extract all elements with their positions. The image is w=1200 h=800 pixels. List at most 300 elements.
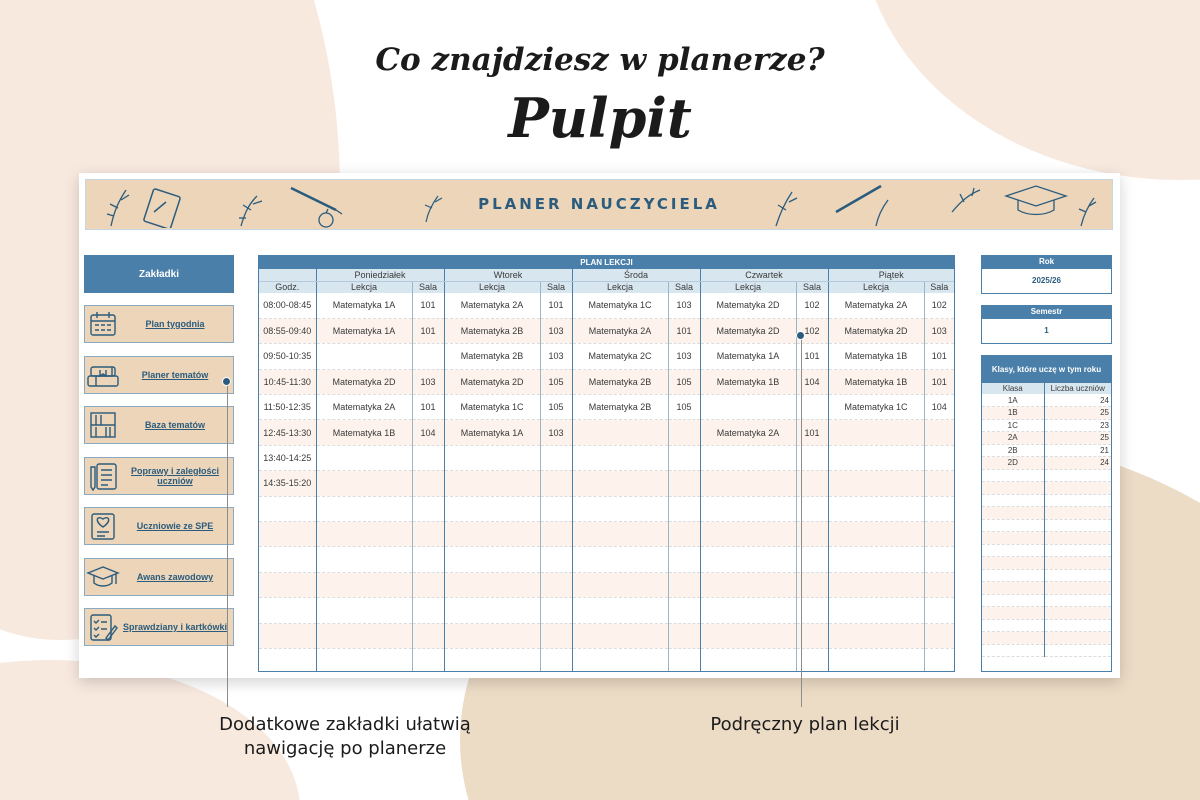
students-count-cell[interactable] — [1044, 619, 1111, 632]
classes-header-row — [982, 383, 1111, 394]
room-cell[interactable] — [924, 623, 954, 648]
lesson-cell[interactable]: Matematyka 1B — [828, 369, 924, 394]
lesson-cell[interactable]: Matematyka 2B — [444, 318, 540, 343]
table-row — [982, 632, 1111, 645]
lesson-cell[interactable] — [572, 496, 668, 521]
room-cell[interactable] — [540, 522, 572, 547]
lesson-cell[interactable]: Matematyka 2A — [572, 318, 668, 343]
room-cell[interactable] — [412, 471, 444, 496]
room-cell[interactable] — [540, 648, 572, 672]
time-cell[interactable] — [259, 623, 316, 648]
lesson-plan — [258, 255, 955, 672]
lesson-cell[interactable]: Matematyka 1A — [316, 293, 412, 318]
room-cell[interactable]: 101 — [412, 395, 444, 420]
day-header: Środa — [572, 269, 700, 281]
table-row — [982, 594, 1111, 607]
table-row — [259, 471, 954, 496]
students-count-cell[interactable] — [1044, 482, 1111, 495]
room-cell[interactable] — [412, 572, 444, 597]
lesson-cell[interactable]: Matematyka 1B — [700, 369, 796, 394]
books-icon — [85, 357, 121, 393]
lesson-cell[interactable] — [316, 522, 412, 547]
table-row — [982, 444, 1111, 457]
calendar-icon — [85, 306, 121, 342]
bookmark-label: Baza tematów — [144, 419, 206, 430]
lesson-cell[interactable] — [572, 420, 668, 445]
lesson-cell[interactable] — [444, 572, 540, 597]
class-cell[interactable]: 2A — [982, 432, 1044, 445]
lesson-cell[interactable]: Matematyka 1A — [700, 344, 796, 369]
table-row — [982, 407, 1111, 420]
room-cell[interactable]: 101 — [412, 318, 444, 343]
class-cell[interactable] — [982, 594, 1044, 607]
lesson-cell[interactable] — [700, 445, 796, 470]
table-row — [259, 395, 954, 420]
room-cell[interactable] — [412, 445, 444, 470]
class-cell[interactable] — [982, 519, 1044, 532]
students-count-cell[interactable]: 24 — [1044, 457, 1111, 470]
table-row — [982, 469, 1111, 482]
callout-dot — [222, 377, 231, 386]
table-row — [259, 623, 954, 648]
heart-document-icon — [85, 508, 121, 544]
students-count-cell[interactable] — [1044, 507, 1111, 520]
room-cell[interactable] — [924, 598, 954, 623]
room-cell[interactable] — [924, 547, 954, 572]
lesson-column-header: Lekcja — [572, 281, 668, 293]
table-row — [982, 507, 1111, 520]
room-cell[interactable] — [924, 522, 954, 547]
room-cell[interactable] — [412, 496, 444, 521]
time-cell[interactable]: 08:55-09:40 — [259, 318, 316, 343]
lesson-cell[interactable] — [700, 395, 796, 420]
students-count-cell[interactable] — [1044, 569, 1111, 582]
room-cell[interactable] — [412, 623, 444, 648]
room-cell[interactable] — [668, 572, 700, 597]
table-row — [259, 318, 954, 343]
time-cell[interactable]: 14:35-15:20 — [259, 471, 316, 496]
lesson-plan-table — [259, 269, 954, 672]
room-cell[interactable]: 101 — [924, 369, 954, 394]
room-cell[interactable] — [924, 572, 954, 597]
caption-line: Dodatkowe zakładki ułatwią — [219, 714, 471, 735]
day-header: Czwartek — [700, 269, 828, 281]
lesson-cell[interactable] — [444, 648, 540, 672]
time-cell[interactable]: 11:50-12:35 — [259, 395, 316, 420]
table-row — [982, 519, 1111, 532]
lesson-cell[interactable] — [444, 547, 540, 572]
bookmark-poprawy[interactable] — [84, 457, 234, 495]
room-cell[interactable]: 103 — [540, 420, 572, 445]
students-column-header: Liczba uczniów — [1044, 383, 1111, 394]
table-row — [982, 457, 1111, 470]
lesson-cell[interactable]: Matematyka 2D — [700, 318, 796, 343]
students-count-cell[interactable] — [1044, 494, 1111, 507]
lesson-cell[interactable]: Matematyka 2B — [572, 369, 668, 394]
class-cell[interactable]: 1C — [982, 419, 1044, 432]
bookmark-uczniowie-spe[interactable] — [84, 507, 234, 545]
room-column-header: Sala — [412, 281, 444, 293]
bookmark-label: Uczniowie ze SPE — [136, 520, 214, 531]
room-cell[interactable] — [668, 445, 700, 470]
room-cell[interactable] — [924, 471, 954, 496]
lesson-cell[interactable] — [444, 623, 540, 648]
lesson-cell[interactable] — [572, 522, 668, 547]
lesson-cell[interactable]: Matematyka 2A — [828, 293, 924, 318]
caption-bookmarks — [170, 713, 520, 762]
table-row — [982, 432, 1111, 445]
callout-dot — [796, 331, 805, 340]
lesson-cell[interactable] — [444, 496, 540, 521]
lesson-cell[interactable]: Matematyka 2A — [444, 293, 540, 318]
lesson-cell[interactable] — [828, 572, 924, 597]
room-cell[interactable] — [924, 496, 954, 521]
bookmark-baza-tematow[interactable] — [84, 406, 234, 444]
time-cell[interactable]: 12:45-13:30 — [259, 420, 316, 445]
class-cell[interactable] — [982, 494, 1044, 507]
lesson-cell[interactable] — [444, 445, 540, 470]
lesson-cell[interactable] — [572, 648, 668, 672]
lesson-cell[interactable] — [316, 598, 412, 623]
room-cell[interactable] — [668, 522, 700, 547]
table-row — [982, 644, 1111, 657]
class-cell[interactable] — [982, 557, 1044, 570]
semester-value[interactable]: 1 — [981, 319, 1112, 344]
class-cell[interactable] — [982, 482, 1044, 495]
table-row — [259, 496, 954, 521]
class-cell[interactable] — [982, 644, 1044, 657]
table-row — [982, 419, 1111, 432]
class-cell[interactable] — [982, 544, 1044, 557]
lesson-column-header: Lekcja — [828, 281, 924, 293]
table-row — [982, 394, 1111, 407]
room-cell[interactable] — [668, 496, 700, 521]
time-header-spacer — [259, 269, 316, 281]
time-cell[interactable] — [259, 648, 316, 672]
table-row — [259, 572, 954, 597]
lesson-cell[interactable] — [572, 547, 668, 572]
time-cell[interactable] — [259, 547, 316, 572]
table-row — [982, 582, 1111, 595]
room-cell[interactable]: 103 — [668, 293, 700, 318]
students-count-cell[interactable] — [1044, 632, 1111, 645]
checklist-icon — [85, 609, 121, 645]
room-cell[interactable]: 103 — [668, 344, 700, 369]
table-row — [982, 569, 1111, 582]
table-row — [982, 532, 1111, 545]
lesson-cell[interactable] — [316, 445, 412, 470]
room-cell[interactable]: 105 — [668, 369, 700, 394]
room-cell[interactable]: 103 — [412, 369, 444, 394]
lesson-cell[interactable] — [828, 445, 924, 470]
lesson-cell[interactable] — [572, 623, 668, 648]
class-cell[interactable] — [982, 582, 1044, 595]
lesson-cell[interactable] — [828, 522, 924, 547]
room-cell[interactable] — [540, 623, 572, 648]
room-column-header: Sala — [796, 281, 828, 293]
day-header: Piątek — [828, 269, 954, 281]
room-cell[interactable] — [924, 420, 954, 445]
lesson-cell[interactable]: Matematyka 2D — [828, 318, 924, 343]
students-count-cell[interactable] — [1044, 557, 1111, 570]
room-cell[interactable]: 102 — [924, 293, 954, 318]
room-cell[interactable]: 102 — [796, 318, 828, 343]
time-cell[interactable]: 09:50-10:35 — [259, 344, 316, 369]
students-count-cell[interactable]: 24 — [1044, 394, 1111, 407]
room-cell[interactable] — [668, 420, 700, 445]
column-header-row — [259, 281, 954, 293]
class-cell[interactable] — [982, 632, 1044, 645]
room-cell[interactable] — [668, 598, 700, 623]
lesson-cell[interactable] — [828, 648, 924, 672]
classes-panel — [981, 355, 1112, 672]
table-row — [259, 522, 954, 547]
room-cell[interactable] — [668, 648, 700, 672]
room-cell[interactable] — [668, 623, 700, 648]
time-header: Godz. — [259, 281, 316, 293]
lesson-cell[interactable] — [444, 471, 540, 496]
lesson-cell[interactable] — [444, 598, 540, 623]
bookmark-sprawdziany[interactable] — [84, 608, 234, 646]
lesson-cell[interactable]: Matematyka 2A — [700, 420, 796, 445]
room-cell[interactable]: 101 — [796, 344, 828, 369]
room-cell[interactable]: 101 — [540, 293, 572, 318]
room-cell[interactable] — [540, 572, 572, 597]
day-header: Poniedziałek — [316, 269, 444, 281]
room-cell[interactable]: 104 — [412, 420, 444, 445]
lesson-cell[interactable]: Matematyka 1C — [444, 395, 540, 420]
room-cell[interactable] — [924, 445, 954, 470]
room-cell[interactable]: 101 — [668, 318, 700, 343]
room-cell[interactable] — [540, 598, 572, 623]
time-cell[interactable] — [259, 598, 316, 623]
room-cell[interactable]: 101 — [796, 420, 828, 445]
lesson-plan-title: PLAN LEKCJI — [259, 256, 954, 269]
lesson-cell[interactable] — [316, 547, 412, 572]
callout-line — [801, 336, 802, 707]
time-cell[interactable] — [259, 522, 316, 547]
day-header-row — [259, 269, 954, 281]
year-value[interactable]: 2025/26 — [981, 269, 1112, 294]
semester-label: Semestr — [981, 305, 1112, 319]
bookmark-label: Sprawdziany i kartkówki — [122, 621, 228, 632]
lesson-cell[interactable]: Matematyka 1C — [828, 395, 924, 420]
lesson-cell[interactable]: Matematyka 1B — [316, 420, 412, 445]
lesson-cell[interactable]: Matematyka 2B — [572, 395, 668, 420]
planner-dashboard — [79, 173, 1120, 678]
bookmark-label: Awans zawodowy — [136, 571, 214, 582]
room-cell[interactable] — [924, 648, 954, 672]
time-cell[interactable] — [259, 496, 316, 521]
room-cell[interactable]: 103 — [924, 318, 954, 343]
table-row — [982, 557, 1111, 570]
lesson-column-header: Lekcja — [316, 281, 412, 293]
table-row — [259, 369, 954, 394]
students-count-cell[interactable] — [1044, 519, 1111, 532]
lesson-cell[interactable] — [316, 572, 412, 597]
students-count-cell[interactable]: 25 — [1044, 432, 1111, 445]
bookmarks-header: Zakładki — [84, 255, 234, 293]
lesson-cell[interactable] — [700, 522, 796, 547]
room-cell[interactable] — [412, 344, 444, 369]
bookshelf-icon — [85, 407, 121, 443]
lesson-cell[interactable] — [700, 547, 796, 572]
class-column-header: Klasa — [982, 383, 1044, 394]
class-cell[interactable] — [982, 607, 1044, 620]
students-count-cell[interactable] — [1044, 532, 1111, 545]
lesson-cell[interactable] — [828, 471, 924, 496]
room-cell[interactable] — [412, 598, 444, 623]
planner-banner — [85, 179, 1113, 230]
lesson-cell[interactable]: Matematyka 2D — [444, 369, 540, 394]
caption-line: nawigację po planerze — [243, 738, 447, 760]
students-count-cell[interactable] — [1044, 582, 1111, 595]
room-column-header: Sala — [924, 281, 954, 293]
students-count-cell[interactable]: 25 — [1044, 407, 1111, 420]
table-row — [982, 482, 1111, 495]
students-count-cell[interactable] — [1044, 594, 1111, 607]
table-row — [259, 445, 954, 470]
bookmark-label: Poprawy i zaległości uczniów — [130, 465, 220, 486]
table-row — [259, 420, 954, 445]
lesson-cell[interactable]: Matematyka 1A — [444, 420, 540, 445]
room-cell[interactable]: 103 — [540, 318, 572, 343]
time-cell[interactable]: 08:00-08:45 — [259, 293, 316, 318]
table-row — [982, 607, 1111, 620]
class-cell[interactable]: 1A — [982, 394, 1044, 407]
class-cell[interactable] — [982, 569, 1044, 582]
lesson-cell[interactable] — [316, 496, 412, 521]
room-column-header: Sala — [668, 281, 700, 293]
table-row — [982, 544, 1111, 557]
table-row — [259, 293, 954, 318]
bookmark-plan-tygodnia[interactable] — [84, 305, 234, 343]
room-cell[interactable]: 105 — [540, 395, 572, 420]
room-cell[interactable] — [540, 445, 572, 470]
lesson-cell[interactable]: Matematyka 2A — [316, 395, 412, 420]
students-count-cell[interactable] — [1044, 469, 1111, 482]
room-cell[interactable]: 102 — [796, 293, 828, 318]
bookmark-label: Plan tygodnia — [145, 318, 205, 329]
lesson-cell[interactable]: Matematyka 2D — [316, 369, 412, 394]
class-cell[interactable] — [982, 532, 1044, 545]
table-row — [982, 619, 1111, 632]
table-row — [982, 494, 1111, 507]
callout-line — [227, 382, 228, 707]
time-cell[interactable]: 10:45-11:30 — [259, 369, 316, 394]
lesson-cell[interactable] — [316, 471, 412, 496]
students-count-cell[interactable]: 23 — [1044, 419, 1111, 432]
class-cell[interactable] — [982, 507, 1044, 520]
room-cell[interactable] — [540, 471, 572, 496]
lesson-cell[interactable] — [700, 471, 796, 496]
students-count-cell[interactable] — [1044, 607, 1111, 620]
time-cell[interactable]: 13:40-14:25 — [259, 445, 316, 470]
bookmark-label: Planer tematów — [141, 369, 209, 380]
room-cell[interactable] — [668, 471, 700, 496]
lesson-cell[interactable] — [700, 623, 796, 648]
lesson-cell[interactable] — [828, 598, 924, 623]
lesson-cell[interactable] — [828, 420, 924, 445]
lesson-cell[interactable]: Matematyka 2C — [572, 344, 668, 369]
hero-subtitle: Co znajdziesz w planerze? — [375, 42, 825, 78]
room-cell[interactable] — [668, 547, 700, 572]
room-cell[interactable]: 105 — [668, 395, 700, 420]
lesson-column-header: Lekcja — [700, 281, 796, 293]
lesson-cell[interactable] — [316, 623, 412, 648]
graduation-cap-icon — [85, 559, 121, 595]
lesson-cell[interactable] — [572, 572, 668, 597]
lesson-cell[interactable] — [828, 496, 924, 521]
lesson-cell[interactable] — [316, 648, 412, 672]
lesson-cell[interactable] — [572, 471, 668, 496]
lesson-cell[interactable] — [700, 572, 796, 597]
class-cell[interactable] — [982, 619, 1044, 632]
time-cell[interactable] — [259, 572, 316, 597]
table-row — [259, 648, 954, 672]
lesson-cell[interactable]: Matematyka 2B — [444, 344, 540, 369]
day-header: Wtorek — [444, 269, 572, 281]
lesson-cell[interactable] — [316, 344, 412, 369]
bookmark-planer-tematow[interactable] — [84, 356, 234, 394]
room-cell[interactable]: 101 — [924, 344, 954, 369]
room-column-header: Sala — [540, 281, 572, 293]
classes-table — [982, 383, 1111, 657]
room-cell[interactable]: 104 — [924, 395, 954, 420]
bookmark-awans-zawodowy[interactable] — [84, 558, 234, 596]
lesson-cell[interactable]: Matematyka 1B — [828, 344, 924, 369]
banner-title: PLANER NAUCZYCIELA — [478, 195, 720, 213]
room-cell[interactable] — [540, 547, 572, 572]
class-cell[interactable]: 1B — [982, 407, 1044, 420]
students-count-cell[interactable] — [1044, 644, 1111, 657]
lesson-cell[interactable] — [572, 598, 668, 623]
lesson-cell[interactable] — [828, 623, 924, 648]
room-cell[interactable]: 103 — [540, 344, 572, 369]
room-cell[interactable]: 101 — [412, 293, 444, 318]
room-cell[interactable] — [412, 522, 444, 547]
lesson-cell[interactable] — [700, 496, 796, 521]
lesson-cell[interactable] — [572, 445, 668, 470]
lesson-column-header: Lekcja — [444, 281, 540, 293]
table-row — [259, 598, 954, 623]
year-label: Rok — [981, 255, 1112, 269]
room-cell[interactable] — [412, 648, 444, 672]
hero-title: Pulpit — [508, 86, 692, 150]
table-row — [259, 344, 954, 369]
lesson-cell[interactable] — [828, 547, 924, 572]
lesson-cell[interactable]: Matematyka 1C — [572, 293, 668, 318]
class-cell[interactable]: 2B — [982, 444, 1044, 457]
room-cell[interactable] — [540, 496, 572, 521]
lesson-cell[interactable] — [700, 648, 796, 672]
class-cell[interactable] — [982, 469, 1044, 482]
lesson-cell[interactable] — [444, 522, 540, 547]
caption-lesson-plan: Podręczny plan lekcji — [710, 714, 900, 735]
room-cell[interactable]: 105 — [540, 369, 572, 394]
students-count-cell[interactable] — [1044, 544, 1111, 557]
lesson-cell[interactable] — [700, 598, 796, 623]
room-cell[interactable] — [412, 547, 444, 572]
class-cell[interactable]: 2D — [982, 457, 1044, 470]
lesson-cell[interactable]: Matematyka 1A — [316, 318, 412, 343]
classes-title: Klasy, które uczę w tym roku — [982, 356, 1111, 383]
table-row — [259, 547, 954, 572]
students-count-cell[interactable]: 21 — [1044, 444, 1111, 457]
notepad-pencil-icon — [85, 458, 121, 494]
lesson-cell[interactable]: Matematyka 2D — [700, 293, 796, 318]
room-cell[interactable]: 104 — [796, 369, 828, 394]
